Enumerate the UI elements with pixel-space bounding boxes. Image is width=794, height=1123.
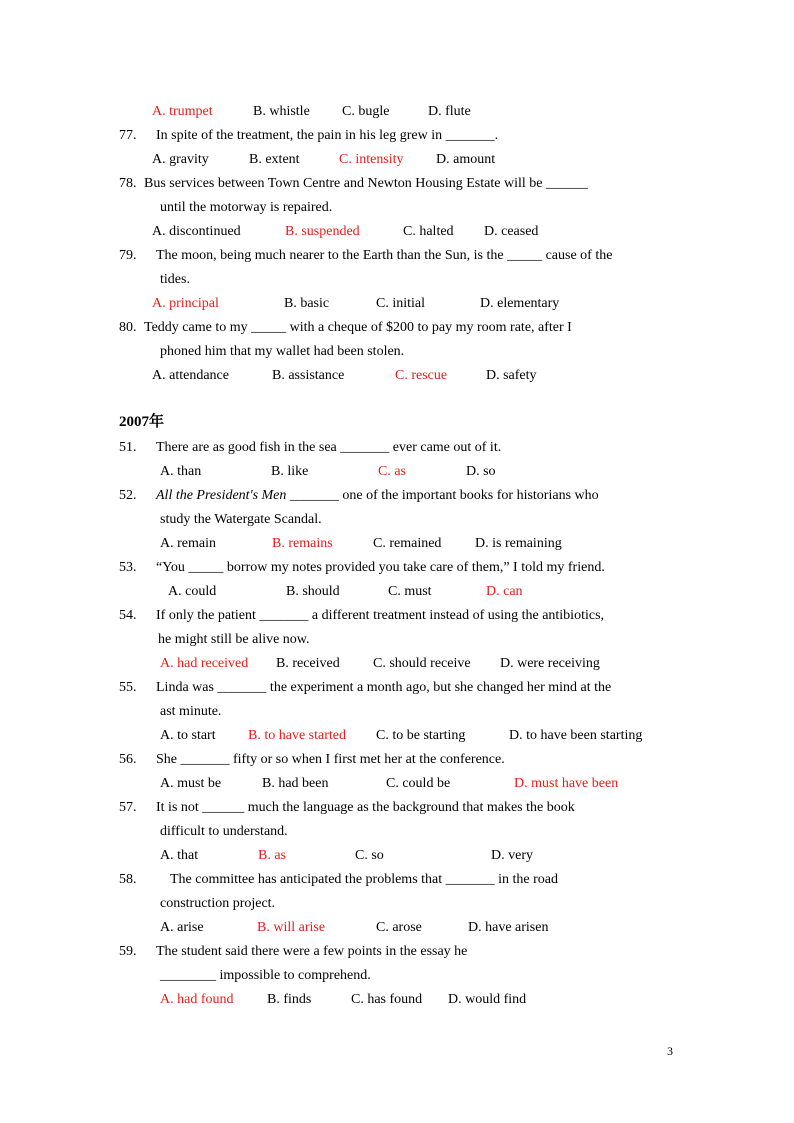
q53-option-b: B. should	[286, 584, 340, 599]
q80-stem-line1: Teddy came to my _____ with a cheque of $200 to pay my room rate, after I	[144, 320, 572, 335]
q51-number: 51.	[119, 440, 137, 455]
q58-stem-line1: The committee has anticipated the problems that _______ in the road	[170, 872, 559, 887]
q52-book-title: All the President's Men	[156, 488, 287, 503]
q52-stem-line1	[156, 487, 599, 505]
q57-option-a: A. that	[160, 848, 199, 863]
q57-stem-line2: difficult to understand.	[160, 824, 288, 839]
page-number: 3	[667, 1044, 673, 1058]
q54-stem-line1: If only the patient _______ a different treatment instead of using the antibiotics,	[156, 608, 605, 623]
q52-stem-line2: study the Watergate Scandal.	[160, 512, 322, 527]
q52-option-c: C. remained	[373, 536, 442, 551]
q55-option-b: B. to have started	[248, 728, 346, 743]
q55-number: 55.	[119, 680, 137, 695]
q55-option-a: A. to start	[160, 728, 216, 743]
q51-option-a: A. than	[160, 464, 202, 479]
q57-option-d: D. very	[491, 848, 533, 863]
q80-option-c: C. rescue	[395, 368, 448, 383]
q76-option-b: B. whistle	[253, 104, 310, 119]
q76-option-a: A. trumpet	[152, 104, 213, 119]
q54-option-a: A. had received	[160, 656, 249, 671]
q79-option-c: C. initial	[376, 296, 425, 311]
q55-option-c: C. to be starting	[376, 728, 466, 743]
q78-option-c: C. halted	[403, 224, 454, 239]
q78-option-b: B. suspended	[285, 224, 360, 239]
q59-option-b: B. finds	[267, 992, 312, 1007]
q78-stem-line1: Bus services between Town Centre and Newton Housing Estate will be ______	[144, 176, 588, 191]
q57-option-c: C. so	[355, 848, 384, 863]
q79-stem-line2: tides.	[160, 272, 190, 287]
q77-option-c: C. intensity	[339, 152, 404, 167]
q79-option-a: A. principal	[152, 296, 219, 311]
q77-option-a: A. gravity	[152, 152, 209, 167]
q56-option-c: C. could be	[386, 776, 451, 791]
q80-number: 80.	[119, 320, 137, 335]
q51-stem: There are as good fish in the sea _______ ever came out of it.	[156, 440, 502, 455]
q78-stem-line2: until the motorway is repaired.	[160, 200, 333, 215]
q79-option-d: D. elementary	[480, 296, 560, 311]
q56-option-a: A. must be	[160, 776, 222, 791]
q59-number: 59.	[119, 944, 137, 959]
q54-option-b: B. received	[276, 656, 340, 671]
q57-option-b: B. as	[258, 848, 286, 863]
q77-stem: In spite of the treatment, the pain in his leg grew in _______.	[156, 128, 499, 143]
q78-number: 78.	[119, 176, 137, 191]
q56-number: 56.	[119, 752, 137, 767]
q55-stem-line1: Linda was _______ the experiment a month ago, but she changed her mind at the	[156, 680, 612, 695]
q54-number: 54.	[119, 608, 137, 623]
q58-option-a: A. arise	[160, 920, 204, 935]
q80-option-b: B. assistance	[272, 368, 345, 383]
q58-option-d: D. have arisen	[468, 920, 549, 935]
q58-option-c: C. arose	[376, 920, 422, 935]
q79-stem-line1: The moon, being much nearer to the Earth than the Sun, is the _____ cause of the	[156, 248, 613, 263]
q59-stem-line1: The student said there were a few points in the essay he	[156, 944, 468, 959]
q57-stem-line1: It is not ______ much the language as the background that makes the book	[156, 800, 575, 815]
q56-option-b: B. had been	[262, 776, 329, 791]
q77-option-b: B. extent	[249, 152, 300, 167]
q54-option-c: C. should receive	[373, 656, 471, 671]
q79-number: 79.	[119, 248, 137, 263]
q80-option-d: D. safety	[486, 368, 537, 383]
q52-option-b: B. remains	[272, 536, 333, 551]
q77-number: 77.	[119, 128, 137, 143]
q76-option-c: C. bugle	[342, 104, 390, 119]
q52-option-d: D. is remaining	[475, 536, 562, 551]
q78-option-d: D. ceased	[484, 224, 539, 239]
q51-option-b: B. like	[271, 464, 309, 479]
q53-stem: “You _____ borrow my notes provided you take care of them,” I told my friend.	[156, 560, 605, 575]
q53-option-a: A. could	[168, 584, 217, 599]
q53-option-c: C. must	[388, 584, 432, 599]
q58-number: 58.	[119, 872, 137, 887]
q59-option-c: C. has found	[351, 992, 423, 1007]
section-heading-2007: 2007年	[119, 414, 165, 430]
q55-stem-line2: ast minute.	[160, 704, 222, 719]
q54-option-d: D. were receiving	[500, 656, 600, 671]
q53-option-d: D. can	[486, 584, 523, 599]
q59-option-a: A. had found	[160, 992, 234, 1007]
q80-stem-line2: phoned him that my wallet had been stolen.	[160, 344, 405, 359]
q76-option-d: D. flute	[428, 104, 471, 119]
q51-option-d: D. so	[466, 464, 496, 479]
q57-number: 57.	[119, 800, 137, 815]
q52-option-a: A. remain	[160, 536, 216, 551]
q77-option-d: D. amount	[436, 152, 496, 167]
q80-option-a: A. attendance	[152, 368, 229, 383]
q58-option-b: B. will arise	[257, 920, 326, 935]
q56-option-d: D. must have been	[514, 776, 619, 791]
q52-number: 52.	[119, 488, 137, 503]
q54-stem-line2: he might still be alive now.	[158, 632, 310, 647]
q55-option-d: D. to have been starting	[509, 728, 643, 743]
q56-stem: She _______ fifty or so when I first met her at the conference.	[156, 752, 505, 767]
q79-option-b: B. basic	[284, 296, 330, 311]
q59-stem-line2: ________ impossible to comprehend.	[160, 968, 371, 983]
q58-stem-line2: construction project.	[160, 896, 276, 911]
q78-option-a: A. discontinued	[152, 224, 241, 239]
q52-stem-rest: _______ one of the important books for historians who	[286, 488, 599, 503]
q53-number: 53.	[119, 560, 137, 575]
q51-option-c: C. as	[378, 464, 406, 479]
q59-option-d: D. would find	[448, 992, 527, 1007]
